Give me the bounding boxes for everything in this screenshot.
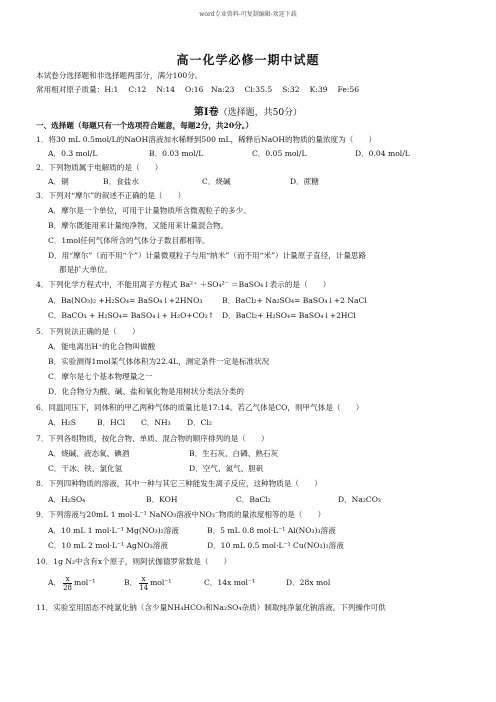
q3-option-d-cont: 都是扩大单位。 xyxy=(59,265,113,274)
q8-options xyxy=(48,494,381,505)
q8-option-d: D．Na₂CO₃ xyxy=(338,495,381,504)
q10-option-a-unit: mol⁻¹ xyxy=(74,578,96,587)
q10-option-b-fraction xyxy=(139,575,148,592)
q3-option-b: B．摩尔既能用来计量纯净物，又能用来计量混合物。 xyxy=(48,221,229,230)
q10-option-b-denominator: 14 xyxy=(139,583,149,592)
section-note: （选择题，共50分） xyxy=(218,108,303,118)
q2-option-b: B．食盐水 xyxy=(103,177,139,186)
intro-line-1: 本试卷分选择题和非选择题两部分，满分100分。 xyxy=(36,71,203,80)
q4-options-row-2 xyxy=(48,310,356,321)
q5-option-d: D．化合物分为酸、碱、盐和氧化物是用树状分类法分类的 xyxy=(48,387,244,396)
q10-option-d: D．28x mol xyxy=(286,578,331,587)
q3-stem: 3．下列对“摩尔”的叙述不正确的是（ ） xyxy=(36,191,186,200)
q9-options-row-1 xyxy=(48,525,336,536)
q7-option-c: C．干冰、铁、氯化氢 xyxy=(48,464,123,473)
q5-stem: 5．下列说法正确的是（ ） xyxy=(36,327,140,336)
q10-option-b-label: B． xyxy=(124,578,138,587)
q6-option-d: D．Cl₂ xyxy=(187,418,212,427)
q8-option-a: A．H₂SO₄ xyxy=(48,495,86,504)
q10-option-c: C．14x mol⁻¹ xyxy=(204,578,256,587)
q10-option-b-unit: mol⁻¹ xyxy=(150,578,172,587)
q2-options xyxy=(48,176,319,187)
q9-stem: 9．下列溶液与20mL 1 mol·L⁻¹ NaNO₃溶液中NO₃⁻物质的量浓度相等的是（ ） xyxy=(36,510,326,519)
q6-option-c: C．NH₃ xyxy=(141,418,171,427)
q10-option-b-numerator: x xyxy=(139,575,148,584)
q6-options xyxy=(48,417,212,428)
q7-option-d: D．空气、氮气、胆矾 xyxy=(189,464,264,473)
q1-stem: 1．将30 mL 0.5mol/L的NaOH溶液加水稀释到500 mL，稀释后NaOH的物质的量浓度为（ ） xyxy=(36,135,377,144)
q1-options xyxy=(48,148,410,159)
q10-option-a xyxy=(48,574,124,592)
q6-stem: 6．同温同压下，同体积的甲乙两种气体的质量比是17:14。若乙气体是CO，则甲气体是（ ） xyxy=(36,403,364,412)
q5-option-b: B．实验测得1mol某气体体积为22.4L，测定条件一定是标准状况 xyxy=(48,357,270,366)
q9-option-c: C．10 mL 2 mol·L⁻¹ AgNO₃溶液 xyxy=(48,541,168,550)
q1-option-c: C．0.05 mol/L xyxy=(252,149,307,158)
q9-option-a: A．10 mL 1 mol·L⁻¹ Mg(NO₃)₂溶液 xyxy=(48,526,179,535)
q1-option-b: B．0.03 mol/L xyxy=(149,149,204,158)
q1-option-d: D．0.04 mol/L xyxy=(355,149,410,158)
section-name: 第Ⅰ卷 xyxy=(193,107,219,118)
q7-options-row-1 xyxy=(48,448,278,459)
q10-options xyxy=(48,574,330,592)
q7-option-b: B．生石灰、白磷、熟石灰 xyxy=(189,449,279,458)
q10-option-a-denominator: 28 xyxy=(63,583,72,592)
q6-option-b: B．HCl xyxy=(97,418,126,427)
q5-option-a: A．能电离出H⁺的化合物叫做酸 xyxy=(48,342,156,351)
q7-option-a: A．烧碱、液态氧、碘酒 xyxy=(48,449,130,458)
part-title: 一、选择题（每题只有一个选项符合题意，每题2分，共20分。） xyxy=(36,121,254,130)
q2-option-d: D．蔗糖 xyxy=(290,177,319,186)
q10-option-a-fraction xyxy=(63,575,72,592)
q2-option-a: A．铜 xyxy=(48,177,69,186)
q5-option-c: C．摩尔是七个基本物理量之一 xyxy=(48,372,153,381)
q8-stem: 8．下列四种物质的溶液，其中一种与其它三种能发生离子反应，这种物质是（ ） xyxy=(36,479,322,488)
q4-option-a: A．Ba(NO₃)₂ +H₂SO₄= BaSO₄↓+2HNO₃ xyxy=(48,296,203,305)
q4-options-row-1 xyxy=(48,295,367,306)
q3-option-c: C．1mol任何气体所含的气体分子数目都相等。 xyxy=(48,236,210,245)
q4-option-d: D．BaCl₂+ H₂SO₄= BaSO₄↓+2HCl xyxy=(222,311,356,320)
q3-option-d: D．用“摩尔”（而不用“个”）计量微观粒子与用“纳米”（而不用“米”）计量原子直径，计量思路 xyxy=(48,251,367,260)
q2-option-c: C．烧碱 xyxy=(202,177,231,186)
section-heading xyxy=(0,103,496,118)
q1-option-a: A．0.3 mol/L xyxy=(48,149,98,158)
q9-options-row-2 xyxy=(48,540,344,551)
q4-stem: 4．下列化学方程式中，不能用离子方程式 Ba²⁺ ＋SO₄²⁻ ＝BaSO₄↓表示的是（ ） xyxy=(36,280,331,289)
page-title: 高一化学必修一期中试题 xyxy=(176,53,320,67)
q7-stem: 7．下列各组物质，按化合物、单质、混合物的顺序排列的是（ ） xyxy=(36,434,269,443)
q9-option-d: D．10 mL 0.5 mol·L⁻¹ Cu(NO₃)₂溶液 xyxy=(207,541,344,550)
q10-option-a-numerator: x xyxy=(63,575,72,584)
q8-option-c: C．BaCl₂ xyxy=(236,495,271,504)
q4-option-c: C．BaCO₃ + H₂SO₄= BaSO₄↓+ H₂O+CO₂↑ xyxy=(48,311,215,320)
q2-stem: 2．下列物质属于电解质的是（ ） xyxy=(36,163,163,172)
q8-option-b: B．KOH xyxy=(146,495,178,504)
q11-stem: 11．实验室用固态不纯氯化钠（含少量NH₄HCO₃和Na₂SO₄杂质）制取纯净氯化钠溶液。下列操作可供 xyxy=(36,603,386,612)
q10-stem: 10．1g N₂中含有x个原子，则阿伏伽德罗常数是（ ） xyxy=(36,557,232,566)
q10-option-b xyxy=(124,574,204,592)
q10-option-a-label: A． xyxy=(48,578,62,587)
q4-option-b: B．BaCl₂+ Na₂SO₄= BaSO₄↓+2 NaCl xyxy=(222,296,367,305)
intro-line-2: 常用相对原子质量：H:1 C:12 N:14 O:16 Na:23 Cl:35.5 S:32 K:39 Fe:56 xyxy=(36,85,360,94)
q3-option-a: A．摩尔是一个单位，可用于计量物质所含微观粒子的多少。 xyxy=(48,206,251,215)
q7-options-row-2 xyxy=(48,463,263,474)
page-header: word专业资料-可复制编辑-欢迎下载 xyxy=(199,11,297,18)
q6-option-a: A．H₂S xyxy=(48,418,76,427)
q9-option-b: B．5 mL 0.8 mol·L⁻¹ Al(NO₃)₃溶液 xyxy=(207,526,336,535)
